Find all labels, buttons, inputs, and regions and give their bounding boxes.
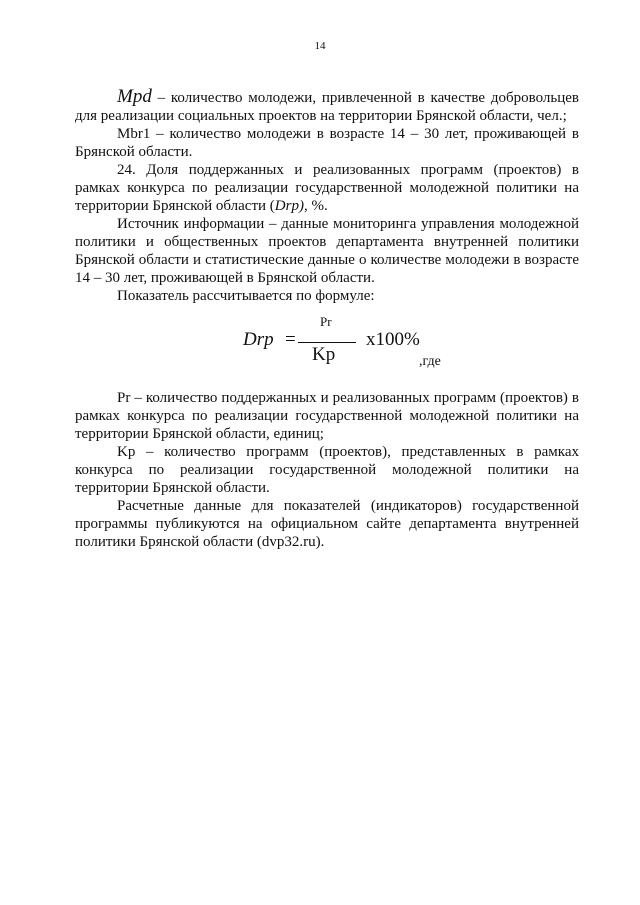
paragraph-mpd [75,88,579,125]
formula-multiplier: x100% [366,329,420,350]
text-block-top [75,88,579,305]
mpd-symbol: Mpd [117,86,152,107]
text-block-bottom [75,389,579,551]
paragraph-mbr1: Mbr1 – количество молодежи в возрасте 14 – 30 лет, проживающей в Брянской области. [75,126,579,160]
paragraph-publish: Расчетные данные для показателей (индикаторов) государственной программы публикуются на официальном сайте департамента внутренней политики Брянской области (dvp32.ru). [75,498,579,550]
page-number: 14 [314,40,326,52]
formula-numerator: Pr [320,314,332,329]
item24-text: 24. Доля поддержанных и реализованных программ (проектов) в рамках конкурса по реализации государственной молодежной политики на территории Брянской области ( [75,162,579,214]
fraction-line [298,342,356,343]
mpd-text: – количество молодежи, привлеченной в качестве добровольцев для реализации социальных проектов на территории Брянской области, чел.; [75,90,579,124]
formula [0,312,640,372]
formula-equals: = [285,329,296,350]
item24-symbol: Drp) [274,198,304,214]
paragraph-pr: Pr – количество поддержанных и реализованных программ (проектов) в рамках конкурса по реализации государственной молодежной политики на территории Брянской области, единиц; [75,390,579,442]
item24-tail: , %. [303,198,328,214]
formula-lhs: Drp [243,329,274,350]
formula-denominator: Kp [312,344,336,365]
paragraph-calc: Показатель рассчитывается по формуле: [117,288,375,304]
paragraph-kp: Kp – количество программ (проектов), представленных в рамках конкурса по реализации государственной молодежной политики на территории Брянской области. [75,444,579,496]
formula-where: ,где [419,354,441,369]
paragraph-item-24 [75,161,579,215]
paragraph-source: Источник информации – данные мониторинга управления молодежной политики и общественных проектов департамента внутренней политики Брянской области и статистические данные о количестве молодежи в возрасте 14 – 30 лет, проживающей в Брянской области. [75,216,579,286]
